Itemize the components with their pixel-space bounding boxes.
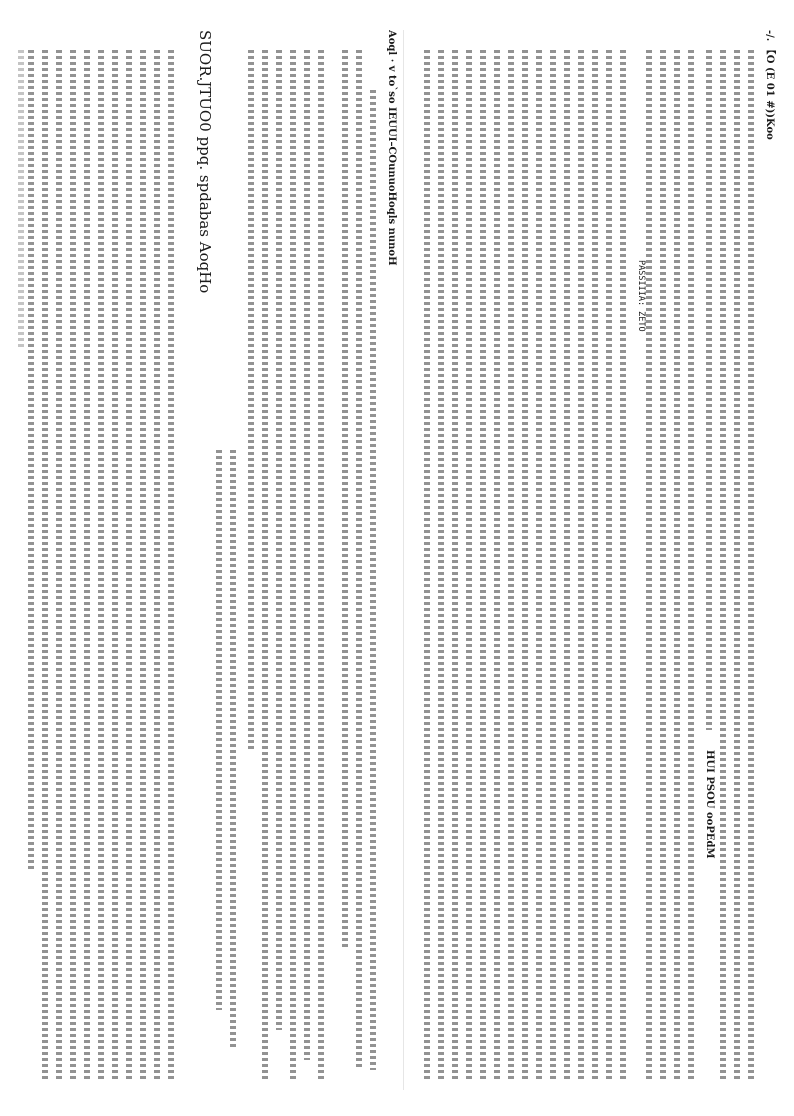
- left-running-header: [384, 30, 398, 1090]
- right-subheading-text: HUI PSOU ooPEdM: [704, 750, 715, 859]
- body-text-line: [304, 50, 310, 1060]
- body-text-line: [342, 50, 348, 950]
- body-text-line: [140, 50, 146, 1080]
- body-text-line: [480, 50, 486, 1080]
- body-text-line: [18, 50, 24, 350]
- body-text-line: [98, 50, 104, 1080]
- body-text-line: [438, 50, 444, 1080]
- body-text-line: [592, 50, 598, 1080]
- body-text-line: [734, 50, 740, 1080]
- body-text-line: [112, 50, 118, 1080]
- body-text-line: [248, 50, 254, 750]
- right-running-header: [762, 30, 776, 1090]
- body-text-line: [522, 50, 528, 1080]
- body-text-line: [70, 50, 76, 1080]
- body-text-line: [28, 50, 34, 870]
- column-divider: [403, 30, 404, 1090]
- body-text-line: [290, 50, 296, 1080]
- body-text-line: [578, 50, 584, 1080]
- body-text-line: [564, 50, 570, 1080]
- body-text-line: [508, 50, 514, 1080]
- body-text-line: [494, 50, 500, 1080]
- body-text-line: [674, 50, 680, 1080]
- left-header-text: Aoql · v to`so IEUUI–COunuoHoqls nunoH: [386, 30, 397, 266]
- left-title-text: SUOR.JTUO0 ppq. spdabas AoqHo: [196, 30, 214, 294]
- right-header-text: -/. 【O (E 01 #))Koo: [764, 30, 775, 140]
- left-column: [18, 30, 398, 1090]
- body-text-line: [720, 50, 726, 1080]
- body-text-line: [370, 90, 376, 1070]
- body-text-line: [216, 450, 222, 1010]
- body-text-line: [154, 50, 160, 1080]
- body-text-line: [466, 50, 472, 1080]
- right-section-text: PASSIIIA: ZETO: [636, 260, 646, 332]
- body-text-line: [168, 50, 174, 1080]
- body-text-line: [276, 50, 282, 1030]
- right-subheading: [702, 750, 716, 1090]
- body-text-line: [660, 50, 666, 1080]
- body-text-line: [230, 450, 236, 1050]
- body-text-line: [262, 50, 268, 1080]
- right-column: [412, 30, 778, 1090]
- body-text-line: [452, 50, 458, 1080]
- body-text-line: [84, 50, 90, 1080]
- body-text-line: [620, 50, 626, 1080]
- body-text-line: [706, 50, 712, 730]
- body-text-line: [536, 50, 542, 1080]
- body-text-line: [606, 50, 612, 1080]
- left-document-title: [194, 30, 216, 1090]
- body-text-line: [126, 50, 132, 1080]
- body-text-line: [318, 50, 324, 1080]
- body-text-line: [688, 50, 694, 1080]
- body-text-line: [42, 50, 48, 1080]
- body-text-line: [56, 50, 62, 1080]
- body-text-line: [646, 50, 652, 1080]
- body-text-line: [748, 50, 754, 1080]
- body-text-line: [424, 50, 430, 1080]
- body-text-line: [356, 50, 362, 1070]
- body-text-line: [550, 50, 556, 1080]
